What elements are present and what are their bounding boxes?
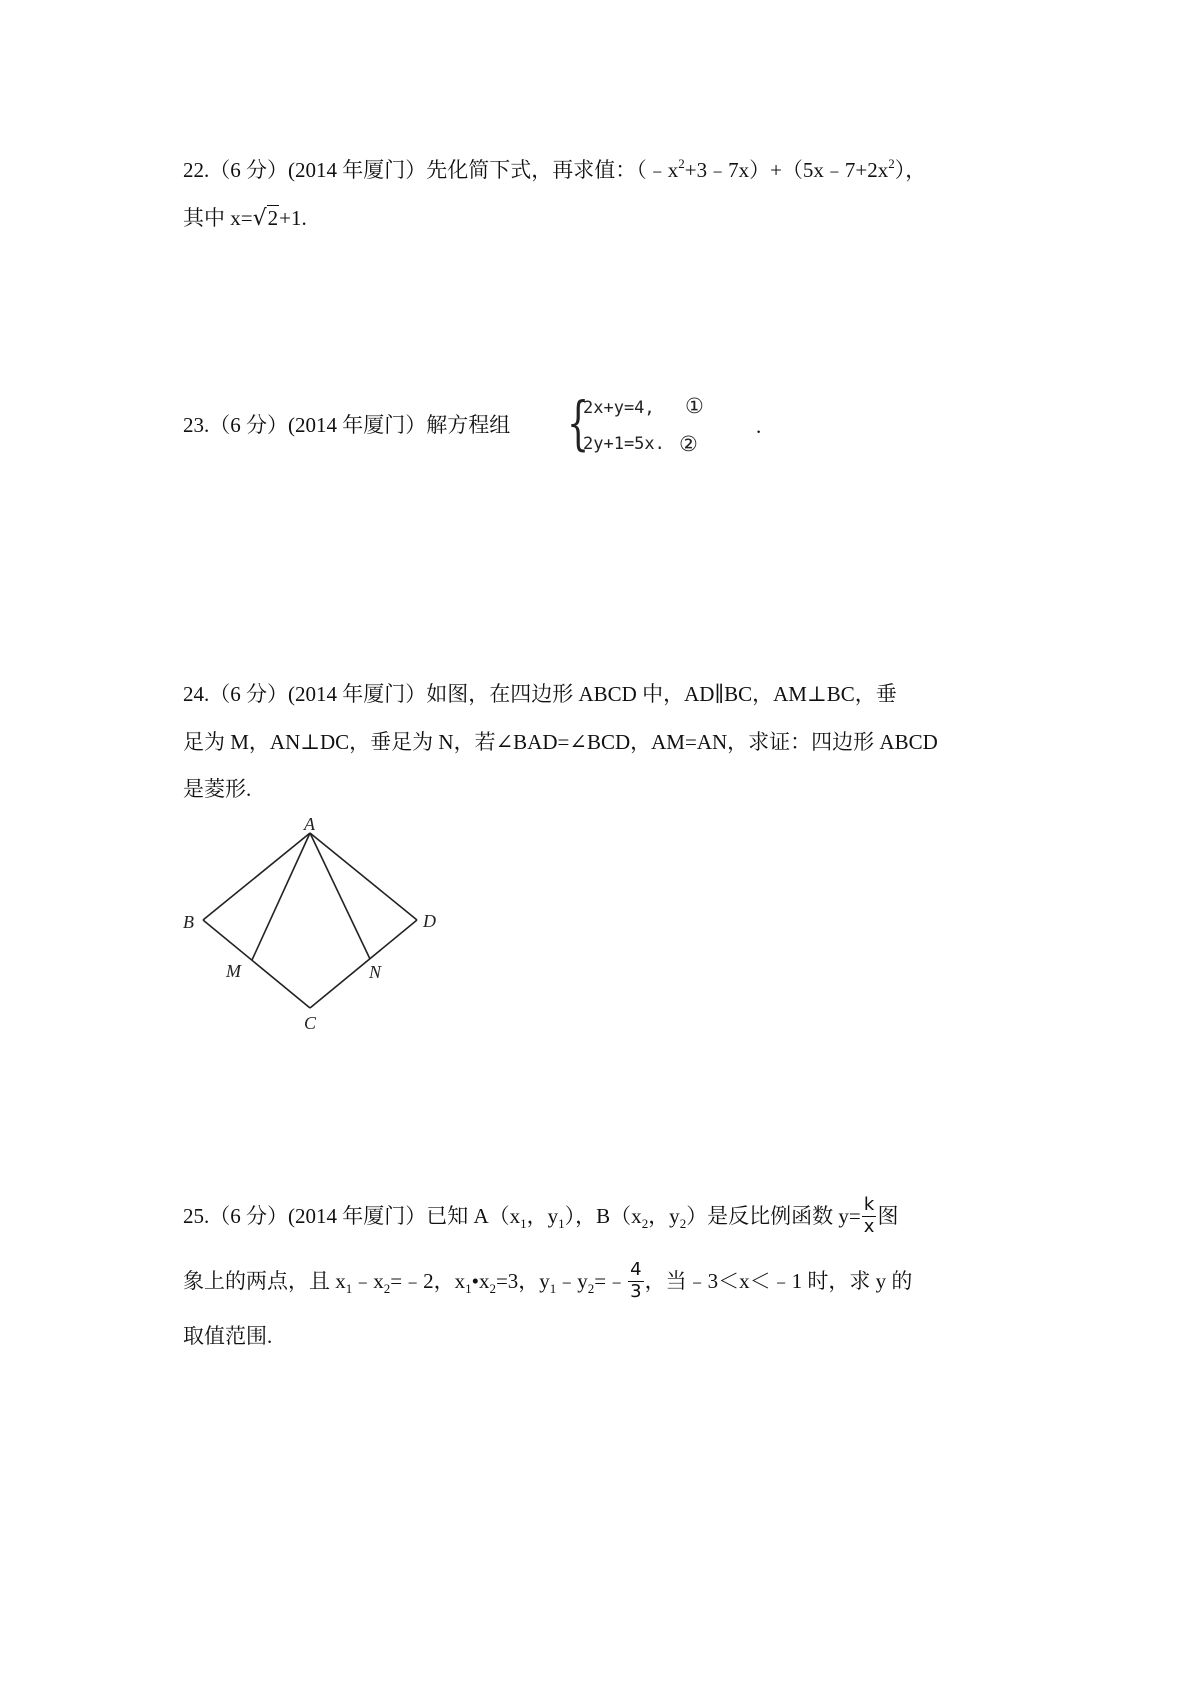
- equation-2: 2y+1=5x.: [583, 434, 665, 454]
- equation-system: [567, 389, 707, 466]
- edge-bc: [203, 920, 310, 1008]
- fraction-k-over-x: $\frac{k}{x}$: [863, 1194, 875, 1237]
- sqrt-expression: √2: [252, 206, 279, 231]
- segment-an: [310, 833, 370, 959]
- q24-line-1: 24.（6 分）(2014 年厦门）如图，在四边形 ABCD 中，AD∥BC，AM⊥BC，垂: [183, 682, 897, 706]
- q25-line-1: 25.（6 分）(2014 年厦门）已知 $A(x_1$，$y_1$），$B(x_2$，$y_2$）是反比例函数 y= $\frac{k}{x}$ 图: [183, 1194, 899, 1237]
- edge-dc: [310, 920, 417, 1008]
- q25-line-3: 取值范围.: [183, 1324, 273, 1348]
- label-n: N: [369, 962, 382, 982]
- q22-line-2: 其中 x=√2+1.: [183, 206, 307, 231]
- q24-line-3: 是菱形.: [183, 777, 252, 801]
- left-brace-icon: {: [567, 389, 590, 457]
- q22-line-1: 22.（6 分）(2014 年厦门）先化简下式，再求值：$(﹣x^2+3﹣7x)+(5x﹣7+2x^2)$，: [183, 156, 927, 182]
- edge-ad: [310, 833, 417, 920]
- rhombus-figure: [175, 818, 475, 1048]
- label-a: A: [304, 818, 315, 834]
- q23-end-dot: .: [756, 414, 762, 438]
- q24-line-2: 足为 M，AN⊥DC，垂足为 N，若∠BAD=∠BCD，AM=AN，求证：四边形 ABCD: [183, 730, 938, 754]
- circled-one-marker: ①: [685, 394, 704, 418]
- q23-line: 23.（6 分）(2014 年厦门）解方程组: [183, 413, 511, 437]
- q25-line-2: 象上的两点，且 $x_1﹣x_2=﹣2$，$x_1•x_2=3$，$y_1﹣y_2=﹣$ $\frac{4}{3}$ ，当﹣3＜x＜﹣1 时，求 y 的: [183, 1259, 913, 1302]
- label-d: D: [423, 911, 436, 931]
- label-m: M: [226, 961, 241, 981]
- circled-two-marker: ②: [679, 432, 698, 456]
- edge-ab: [203, 833, 310, 920]
- equation-1: 2x+y=4,: [583, 398, 655, 418]
- segment-am: [252, 833, 310, 960]
- fraction-four-thirds: $\frac{4}{3}$: [630, 1259, 642, 1302]
- label-c: C: [304, 1013, 317, 1033]
- label-b: B: [183, 912, 194, 932]
